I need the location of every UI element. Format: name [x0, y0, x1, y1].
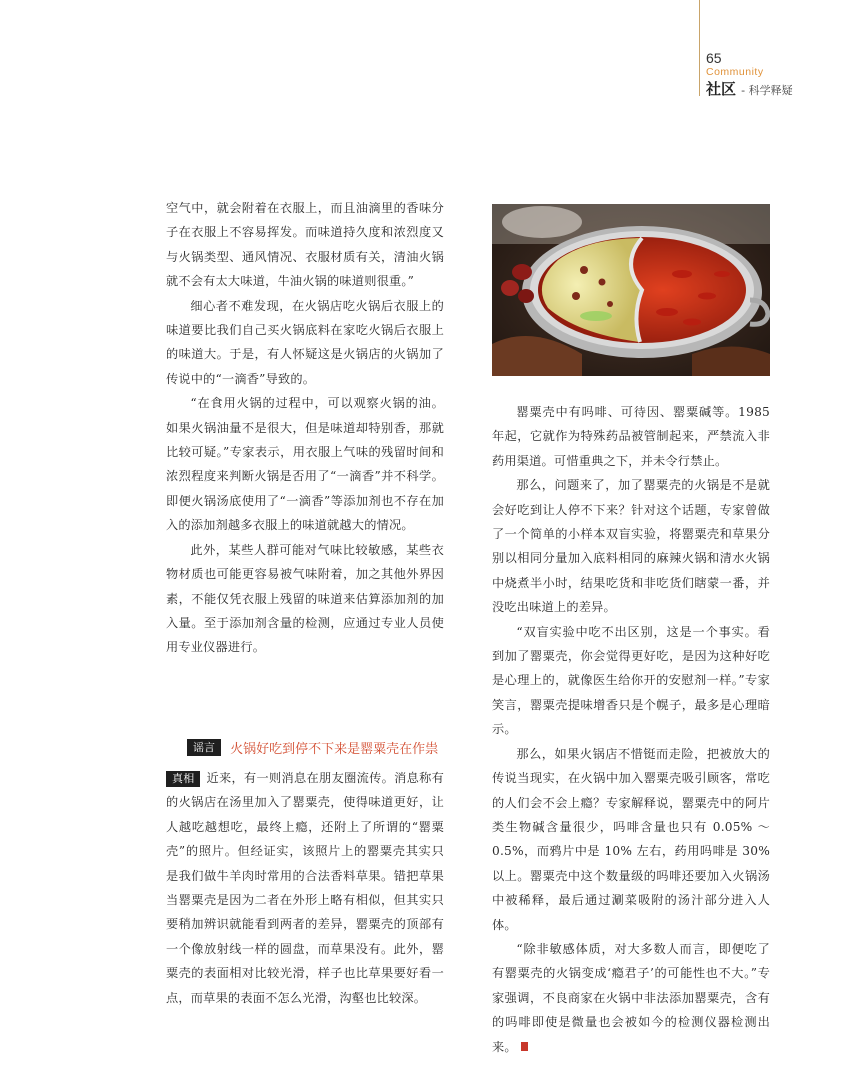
- paragraph: 那么，问题来了，加了罂粟壳的火锅是不是就会好吃到让人停不下来？针对这个话题，专家曾做了一个简单的小样本双盲实验，将罂粟壳和草果分别以相同分量加入底料相同的麻辣火锅和清水火锅中烧煮半小时，结果吃货和非吃货们瞎蒙一番，并没吃出味道上的差异。: [492, 478, 770, 615]
- end-of-article-icon: [521, 1042, 528, 1051]
- section-sub-label: - 科学释疑: [741, 84, 793, 97]
- paragraph: “双盲实验中吃不出区别，这是一个事实。看到加了罂粟壳，你会觉得更好吃，是因为这种好吃是心理上的，就像医生给你开的安慰剂一样。”专家笑言，罂粟壳提味增香只是个幌子，最多是心理暗示。: [492, 624, 770, 737]
- paragraph: 那么，如果火锅店不惜铤而走险，把被放大的传说当现实，在火锅中加入罂粟壳吸引顾客，常吃的人们会不会上瘾？专家解释说，罂粟壳中的阿片类生物碱含量很少，吗啡含量也只有 0.05% ～ 0.5%，而鸦片中是 10% 左右，药用吗啡是 30% 以上。罂粟壳中这个数量级的吗啡还要加入火锅汤中被稀释，最后通过涮菜吸附的汤汁部分进入人体。: [492, 746, 770, 932]
- rumor-title: 火锅好吃到停不下来是罂粟壳在作祟: [230, 742, 439, 757]
- hotpot-illustration: [492, 204, 770, 376]
- page-number: 65: [706, 50, 722, 66]
- paragraph: “在食用火锅的过程中，可以观察火锅的油。如果火锅油量不是很大，但是味道却特别香，那就比较可疑。”专家表示，用衣服上气味的残留时间和浓烈程度来判断火锅是否用了“一滴香”并不科学。即便火锅汤底使用了“一滴香”等添加剂也不存在加入的添加剂越多衣服上的味道就越大的情况。: [166, 396, 444, 533]
- truth-paragraph: [166, 766, 444, 1010]
- magazine-section-label: Community: [706, 66, 764, 78]
- right-column: [492, 400, 770, 1059]
- rumor-heading: [187, 737, 438, 757]
- paragraph: [492, 937, 770, 1059]
- section-main-label: 社区: [706, 80, 737, 98]
- section-title: [706, 78, 793, 99]
- paragraph: 此外，某些人群可能对气味比较敏感，某些衣物材质也可能更容易被气味附着，加之其他外界因素，不能仅凭衣服上残留的味道来估算添加剂的加入量。至于添加剂含量的检测，应通过专业人员使用专业仪器进行。: [166, 542, 444, 655]
- header-divider: [699, 0, 700, 96]
- final-paragraph-text: “除非敏感体质，对大多数人而言，即便吃了有罂粟壳的火锅变成‘瘾君子’的可能性也不大。”专家强调，不良商家在火锅中非法添加罂粟壳，含有的吗啡即使是微量也会被如今的检测仪器检测出来。: [492, 941, 770, 1054]
- hotpot-photo: [492, 204, 770, 376]
- truth-text: 近来，有一则消息在朋友圈流传。消息称有的火锅店在汤里加入了罂粟壳，使得味道更好，让人越吃越想吃，最终上瘾，还附上了所谓的“罂粟壳”的照片。但经证实，该照片上的罂粟壳其实只是我们做牛羊肉时常用的合法香料草果。错把草果当罂粟壳是因为二者在外形上略有相似，但其实只要稍加辨识就能看到两者的差异，罂粟壳的顶部有一个像放射线一样的圆盘，而草果没有。此外，罂粟壳的表面相对比较光滑，样子也比草果要好看一点，而草果的表面不怎么光滑，沟壑也比较深。: [166, 771, 444, 1005]
- left-column: [166, 196, 444, 660]
- rumor-tag: 谣言: [187, 739, 221, 756]
- truth-tag: 真相: [166, 771, 200, 787]
- paragraph: 罂粟壳中有吗啡、可待因、罂粟碱等。1985 年起，它就作为特殊药品被管制起来，严禁流入非药用渠道。可惜重典之下，并未令行禁止。: [492, 405, 770, 468]
- paragraph: 空气中，就会附着在衣服上，而且油滴里的香味分子在衣服上不容易挥发。而味道持久度和浓烈度又与火锅类型、通风情况、衣服材质有关，清油火锅就不会有太大味道，牛油火锅的味道则很重。”: [166, 201, 444, 289]
- truth-section: [166, 766, 444, 1010]
- paragraph: 细心者不难发现，在火锅店吃火锅后衣服上的味道要比我们自己买火锅底料在家吃火锅后衣服上的味道大。于是，有人怀疑这是火锅店的火锅加了传说中的“一滴香”导致的。: [166, 298, 444, 386]
